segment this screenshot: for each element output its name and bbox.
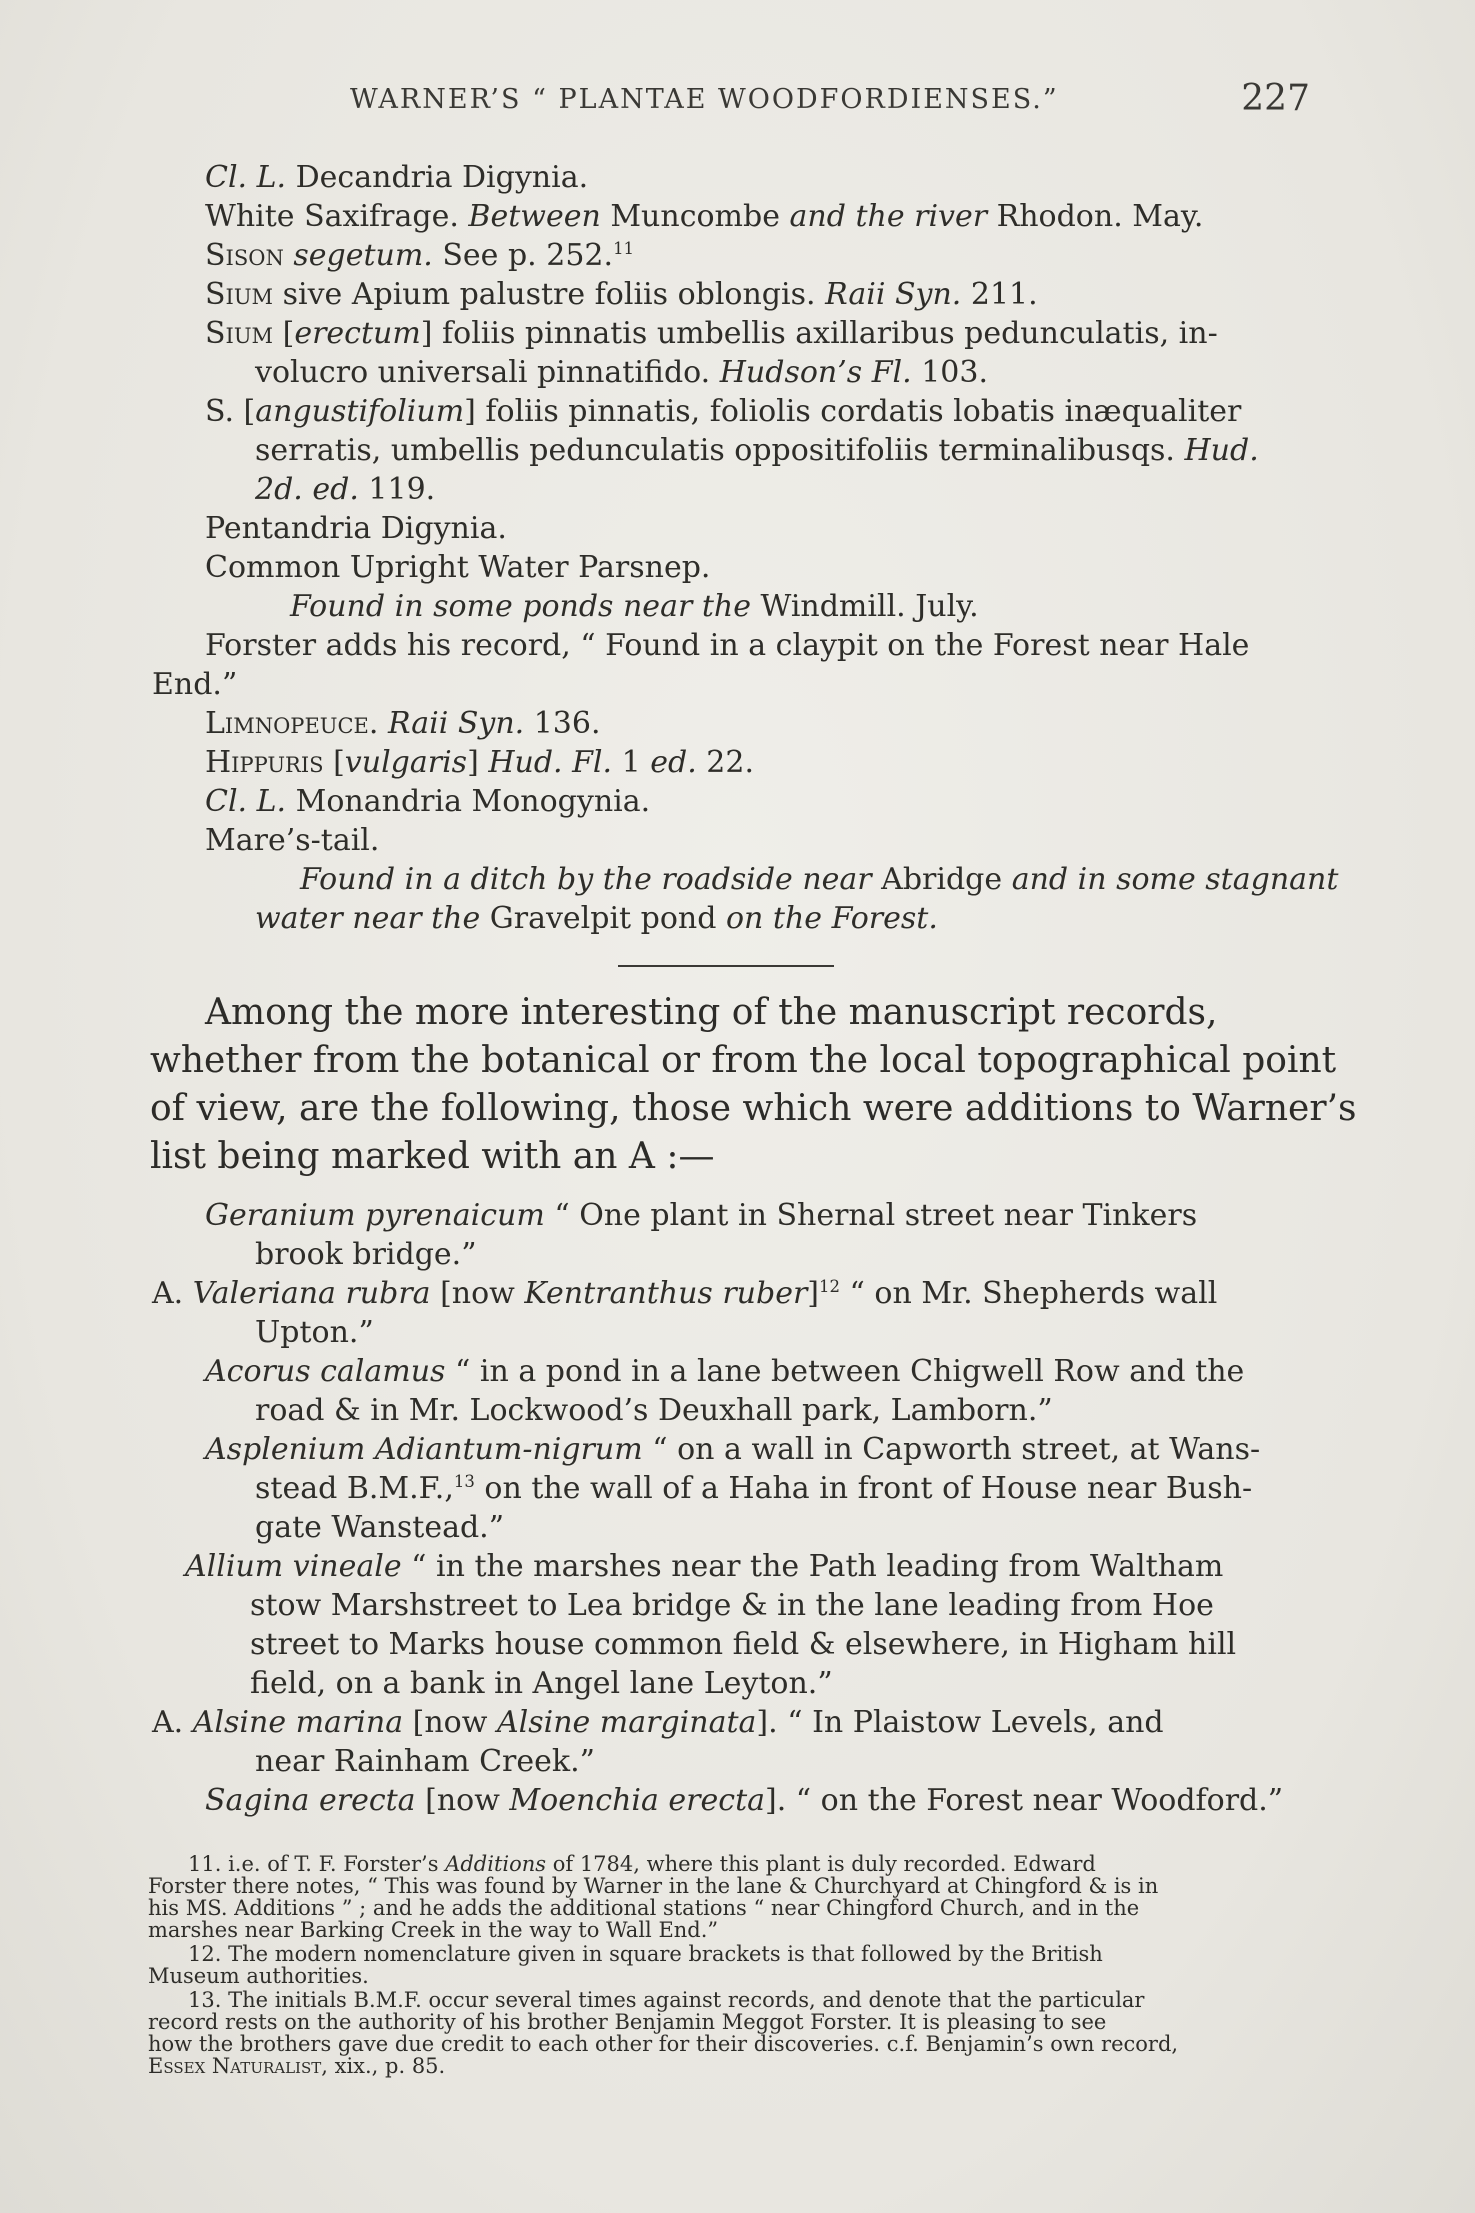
record-line: Acorus calamus “ in a pond in a lane between Chigwell Row and the [205, 1354, 1245, 1389]
record-line: Asplenium Adiantum-nigrum “ on a wall in Capworth street, at Wans- [205, 1432, 1261, 1467]
list-line: serratis, umbellis pedunculatis oppositifoliis terminalibusqs. Hud. [255, 433, 1259, 468]
record-line: stead B.M.F.,$^{13}$ on the wall of a Haha in front of House near Bush- [255, 1471, 1253, 1506]
list-line: Sium [erectum] foliis pinnatis umbellis axillaribus pedunculatis, in- [205, 316, 1218, 351]
list-line: Cl. L. Monandria Monogynia. [205, 784, 651, 819]
list-line: Mare’s-tail. [205, 823, 380, 858]
record-line: A. Valeriana rubra [now Kentranthus ruber]$^{12}$ “ on Mr. Shepherds wall [152, 1276, 1218, 1311]
list-line: Sison segetum. See p. 252.11 [205, 238, 635, 273]
record-line: Geranium pyrenaicum “ One plant in Shernal street near Tinkers [205, 1198, 1198, 1233]
record-line: A. Alsine marina [now Alsine marginata]. “ In Plaistow Levels, and [152, 1705, 1164, 1740]
list-line: Hippuris [vulgaris] Hud. Fl. 1 ed. 22. [205, 745, 754, 780]
list-line: Found in a ditch by the roadside near Abridge and in some stagnant [300, 862, 1339, 897]
record-line: Sagina erecta [now Moenchia erecta]. “ on the Forest near Woodford.” [205, 1783, 1284, 1818]
footnote-11: 11. i.e. of T. F. Forster’s Additions of 1784, where this plant is duly recorded. Edward [188, 1852, 1096, 1876]
list-line: Cl. L. Decandria Digynia. [205, 160, 589, 195]
record-line: field, on a bank in Angel lane Leyton.” [250, 1666, 833, 1701]
list-line: 2d. ed. 119. [255, 472, 436, 507]
list-line: Pentandria Digynia. [205, 511, 507, 546]
list-line: Sium sive Apium palustre foliis oblongis. Raii Syn. 211. [205, 277, 1038, 312]
list-line: Common Upright Water Parsnep. [205, 550, 711, 585]
footnote-12: 12. The modern nomenclature given in square brackets is that followed by the British [188, 1942, 1103, 1966]
list-line: volucro universali pinnatifido. Hudson’s Fl. 103. [255, 355, 988, 390]
list-line: Limnopeuce. Raii Syn. 136. [205, 706, 601, 741]
footnote-13: 13. The initials B.M.F. occur several times against records, and denote that the particular [188, 1988, 1145, 2012]
section-divider [618, 965, 834, 967]
page: WARNER’S “ PLANTAE WOODFORDIENSES.” 227 Cl. L. Decandria Digynia. White Saxifrage. Between Muncombe and the river Rhodon. May. Sison segetum. See p. 252.11 Sium sive Apium palustre foliis oblongis. Raii Syn. 211. Sium [erectum] foliis pinnatis umbellis axillaribus pedunculatis, in- volucro universali pinnatifido. Hudson’s Fl. 103. S. [angustifolium] foliis pinnatis, foliolis cordatis lobatis inæqualiter serratis, umbellis pedunculatis oppositifoliis terminalibusqs. Hud. 2d. ed. 119. Pentandria Digynia. Common Upright Water Parsnep. Found in some ponds near the Windmill. July. Forster adds his record, “ Found in a claypit on the Forest near Hale End.” Limnopeuce. Raii Syn. 136. Hippuris [vulgaris] Hud. Fl. 1 ed. 22. Cl. L. Monandria Monogynia. Mare’s-tail. Found in a ditch by the roadside near Abridge and in some stagnant water near the Gravelpit pond on the Forest. Among the more interesting of the manuscript records, whether from the botanical or from the local topographical point of view, are the following, those which were additions to Warner’s list being marked with an A :— Geranium pyrenaicum “ One plant in Shernal street near Tinkers brook bridge.” A. Valeriana rubra [now Kentranthus ruber]$^{12}$ “ on Mr. Shepherds wall Upton.” Acorus calamus “ in a pond in a lane between Chigwell Row and the road & in Mr. Lockwood’s Deuxhall park, Lamborn.” Asplenium Adiantum-nigrum “ on a wall in Capworth street, at Wans- stead B.M.F.,$^{13}$ on the wall of a Haha in front of House near Bush- gate Wanstead.” Allium vineale “ in the marshes near the Path leading from Waltham stow Marshstreet to Lea bridge & in the lane leading from Hoe street to Marks house common field & elsewhere, in Higham hill field, on a bank in Angel lane Leyton.” A. Alsine marina [now Alsine marginata]. “ In Plaistow Levels, and near Rainham Creek.” Sagina erecta [now Moenchia erecta]. “ on the Forest near Woodford.” 11. i.e. of T. F. Forster’s Additions of 1784, where this plant is duly recorded. Edward Forster there notes, “ This was found by Warner in the lane & Churchyard at Chingford & is in his MS. Additions ” ; and he adds the additional stations “ near Chingford Church, and in the marshes near Barking Creek in the way to Wall End.” 12. The modern nomenclature given in square brackets is that followed by the British Museum authorities. 13. The initials B.M.F. occur several times against records, and denote that the particular record rests on the authority of his brother Benjamin Meggot Forster. It is pleasing to see how the brothers gave due credit to each other for their discoveries. c.f. Benjamin’s own record, Essex Naturalist, xix., p. 85. [0, 0, 1475, 2213]
list-line: Found in some ponds near the Windmill. July. [290, 589, 979, 624]
list-line: water near the Gravelpit pond on the Forest. [255, 901, 938, 936]
record-line: brook bridge.” [255, 1237, 477, 1272]
record-line: Upton.” [255, 1315, 374, 1350]
record-line: street to Marks house common field & elsewhere, in Higham hill [250, 1627, 1237, 1662]
record-line: road & in Mr. Lockwood’s Deuxhall park, Lamborn.” [255, 1393, 1053, 1428]
list-line: S. [angustifolium] foliis pinnatis, foliolis cordatis lobatis inæqualiter [205, 394, 1242, 429]
list-line: Forster adds his record, “ Found in a claypit on the Forest near Hale [205, 628, 1250, 663]
running-title: WARNER’S “ PLANTAE WOODFORDIENSES.” [350, 84, 1059, 115]
record-line: Allium vineale “ in the marshes near the Path leading from Waltham [185, 1549, 1224, 1584]
record-line: near Rainham Creek.” [255, 1744, 595, 1779]
page-number: 227 [1241, 78, 1310, 119]
list-line: White Saxifrage. Between Muncombe and the river Rhodon. May. [205, 199, 1204, 234]
list-line: End.” [152, 667, 238, 702]
footnote-ref: 11 [613, 239, 635, 258]
record-line: stow Marshstreet to Lea bridge & in the lane leading from Hoe [250, 1588, 1214, 1623]
record-line: gate Wanstead.” [255, 1510, 505, 1545]
